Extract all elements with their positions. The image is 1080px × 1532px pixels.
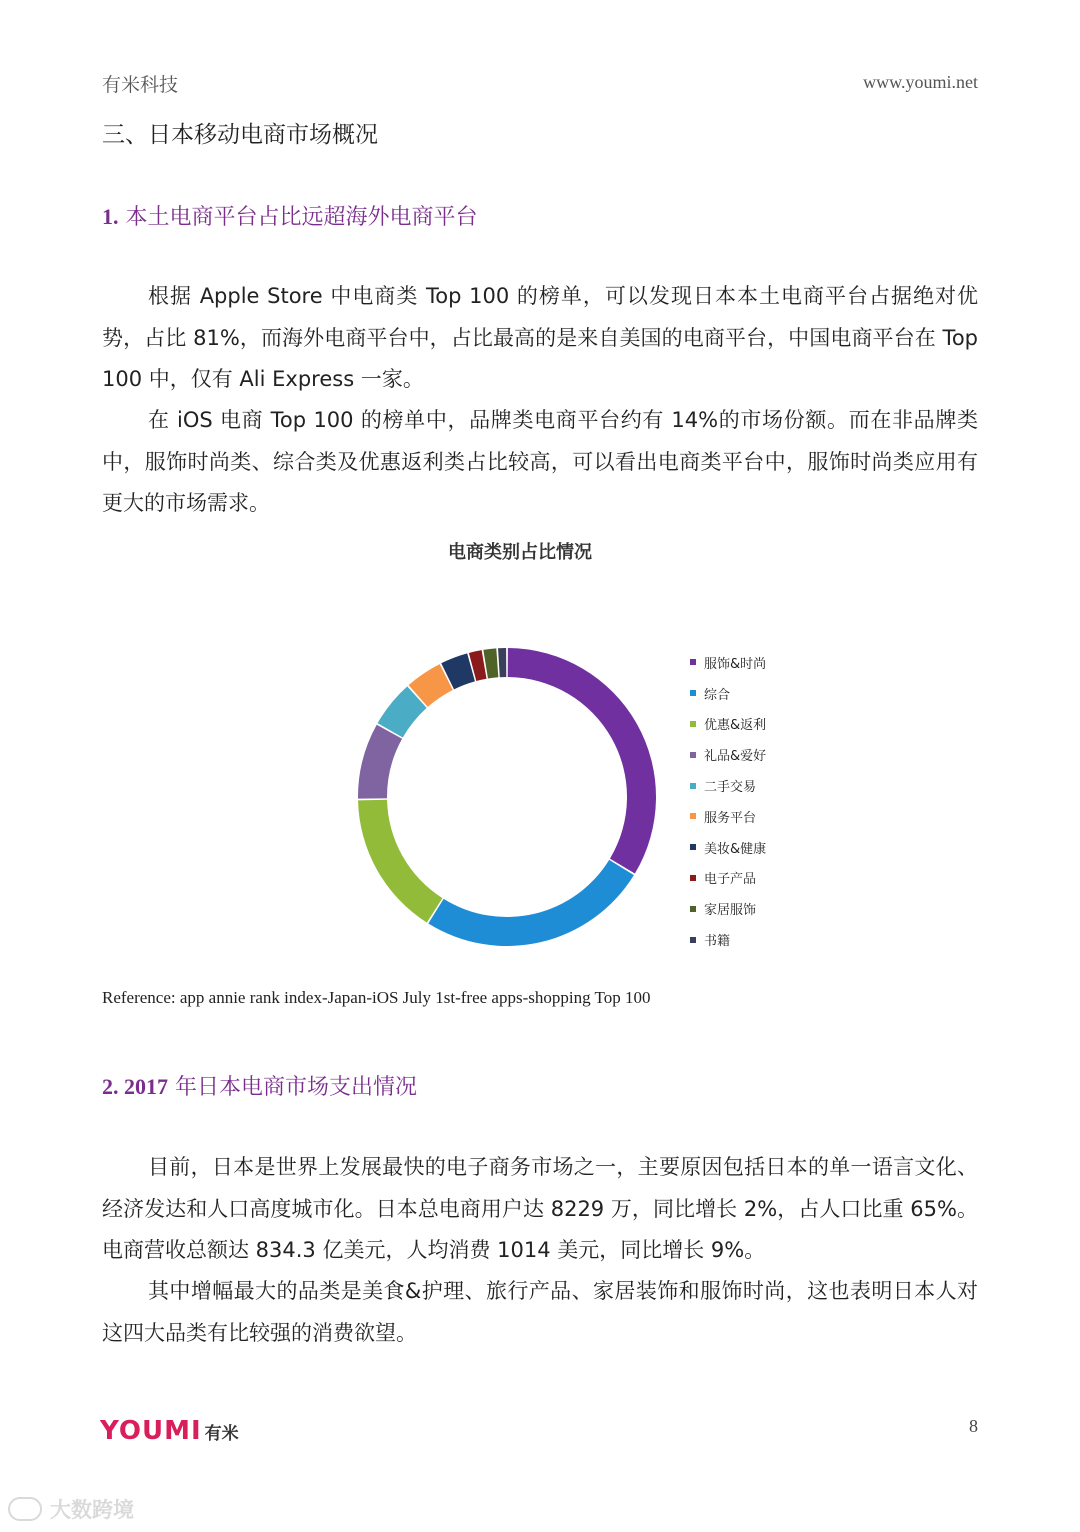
subsection-1-heading	[102, 200, 478, 231]
legend-swatch	[690, 690, 696, 696]
legend-swatch	[690, 813, 696, 819]
section-title: 三、日本移动电商市场概况	[102, 122, 378, 148]
donut-slice-3	[358, 725, 402, 799]
legend-item	[690, 832, 830, 863]
legend-label: 二手交易	[704, 780, 757, 796]
page-number: 8	[969, 1416, 978, 1436]
legend-item	[690, 863, 830, 894]
legend-label: 服饰&时尚	[704, 656, 767, 672]
paragraph: 目前，日本是世界上发展最快的电子商务市场之一，主要原因包括日本的单一语言文化、经济发达和人口高度城市化。日本总电商用户达 8229 万，同比增长 2%，占人口比重 65%。电商营收总额达 834.3 亿美元，人均消费 1014 美元，同比增长 9%。	[102, 1155, 978, 1262]
donut-chart	[340, 630, 680, 960]
legend-label: 礼品&爱好	[704, 749, 767, 765]
logo-cn: 有米	[204, 1424, 239, 1444]
legend-swatch	[690, 906, 696, 912]
legend-item	[690, 678, 830, 709]
legend-item	[690, 801, 830, 832]
legend-label: 家居服饰	[704, 903, 757, 919]
legend-label: 书籍	[704, 934, 731, 950]
legend-swatch	[690, 752, 696, 758]
donut-slice-9	[498, 648, 506, 677]
legend-item	[690, 647, 830, 678]
donut-slice-0	[508, 648, 656, 874]
paragraph: 其中增幅最大的品类是美食&护理、旅行产品、家居装饰和服饰时尚，这也表明日本人对这四大品类有比较强的消费欲望。	[102, 1279, 978, 1345]
paragraph: 根据 Apple Store 中电商类 Top 100 的榜单，可以发现日本本土电商平台占据绝对优势，占比 81%，而海外电商平台中，占比最高的是来自美国的电商平台，中国电商平台在 Top 100 中，仅有 Ali Express 一家。	[102, 284, 978, 391]
watermark-icon	[8, 1497, 42, 1521]
watermark-text: 大数跨境	[50, 1498, 134, 1522]
legend-label: 电子产品	[704, 872, 757, 888]
header-company: 有米科技	[102, 74, 179, 96]
donut-slice-2	[358, 800, 442, 923]
legend-swatch	[690, 875, 696, 881]
watermark	[8, 1494, 134, 1524]
chart-title: 电商类别占比情况	[448, 542, 592, 563]
legend-swatch	[690, 937, 696, 943]
logo-latin: YOUMI	[100, 1416, 202, 1446]
header-website: www.youmi.net	[863, 72, 978, 92]
legend-label: 服务平台	[704, 810, 757, 826]
chart-legend	[690, 647, 830, 955]
legend-swatch	[690, 844, 696, 850]
subsection-2-title: 年日本电商市场支出情况	[175, 1075, 418, 1100]
subsection-1-title: 本土电商平台占比远超海外电商平台	[125, 205, 478, 230]
legend-item	[690, 709, 830, 740]
legend-item	[690, 770, 830, 801]
legend-swatch	[690, 659, 696, 665]
legend-label: 美妆&健康	[704, 841, 767, 857]
legend-item	[690, 739, 830, 770]
legend-label: 优惠&返利	[704, 718, 767, 734]
legend-label: 综合	[704, 687, 731, 703]
subsection-2-heading	[102, 1070, 417, 1101]
paragraph: 在 iOS 电商 Top 100 的榜单中，品牌类电商平台约有 14%的市场份额。而在非品牌类中，服饰时尚类、综合类及优惠返利类占比较高，可以看出电商类平台中，服饰时尚类应用有更大的市场需求。	[102, 408, 978, 515]
subsection-1-number: 1.	[102, 204, 119, 229]
legend-swatch	[690, 783, 696, 789]
subsection-2-number: 2. 2017	[102, 1074, 168, 1099]
legend-item	[690, 893, 830, 924]
youmi-logo	[100, 1416, 239, 1446]
legend-item	[690, 924, 830, 955]
donut-slice-1	[428, 860, 634, 946]
legend-swatch	[690, 721, 696, 727]
chart-reference: Reference: app annie rank index-Japan-iOS July 1st-free apps-shopping Top 100	[102, 988, 651, 1007]
